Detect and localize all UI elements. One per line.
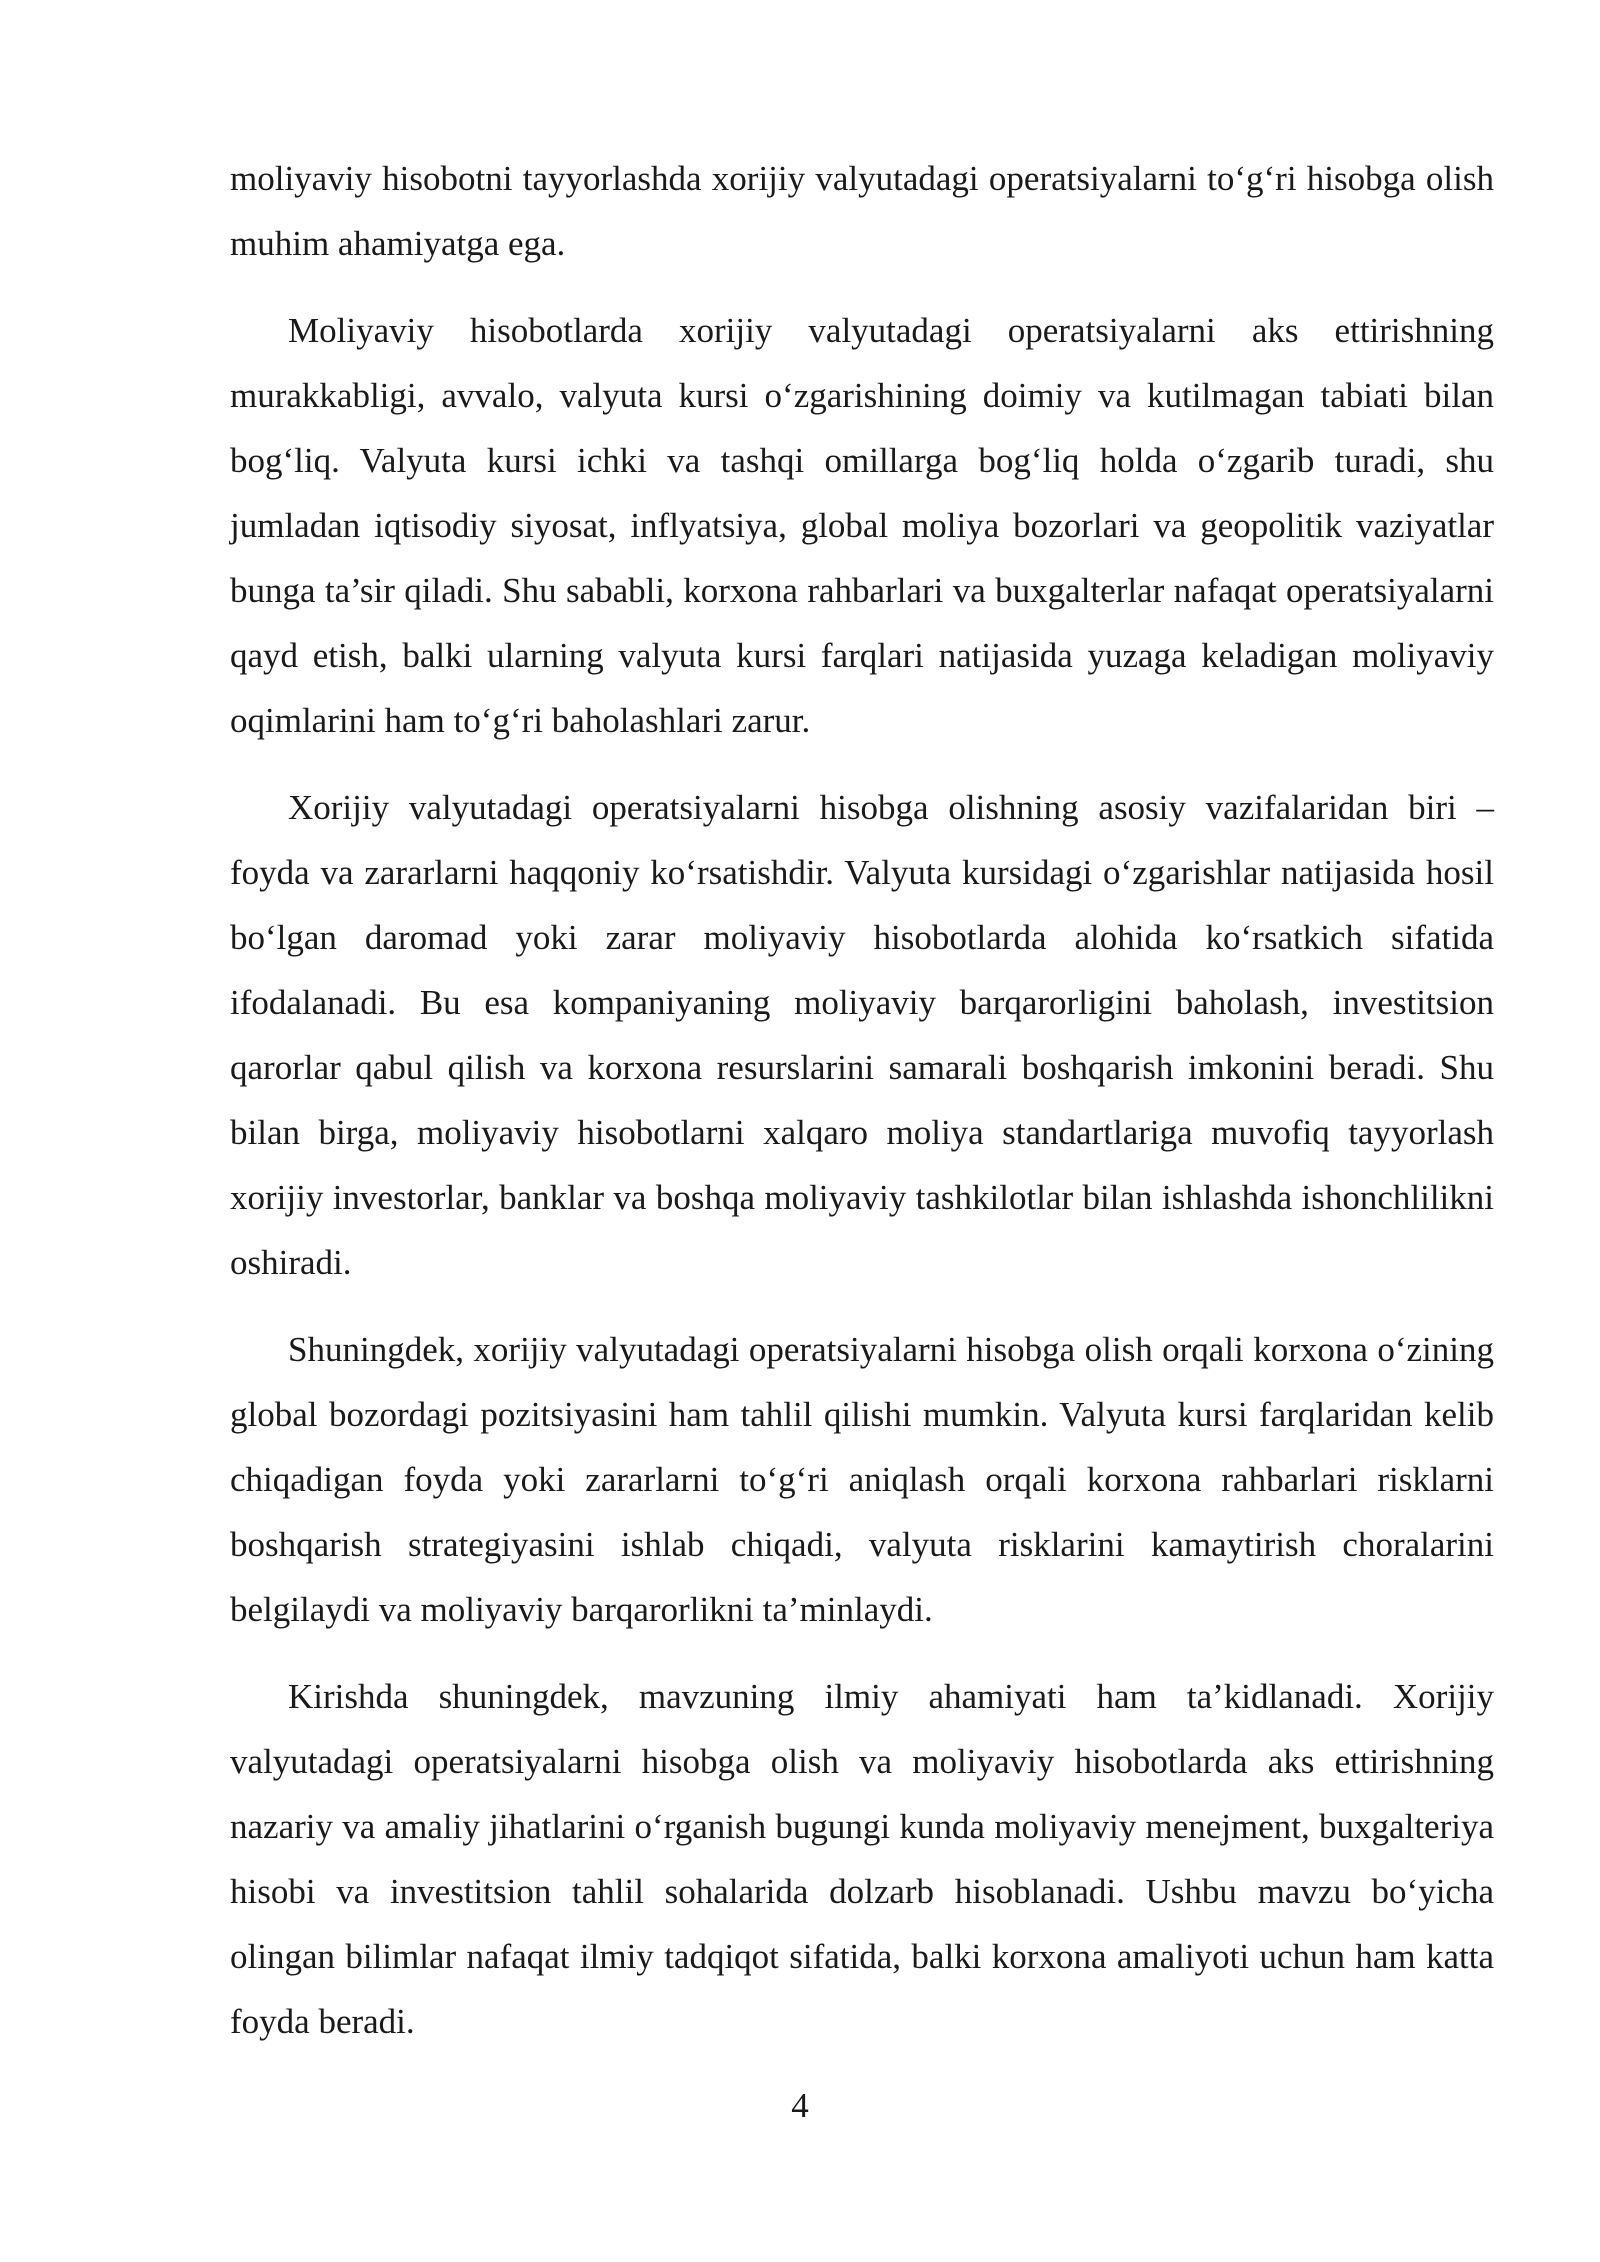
page-number: 4 bbox=[791, 2086, 809, 2125]
body-text bbox=[230, 146, 1494, 2076]
paragraph-complexity: Moliyaviy hisobotlarda xorijiy valyutadagi operatsiyalarni aks ettirishning murakkabligi, avvalo, valyuta kursi o‘zgarishining doimiy va kutilmagan tabiati bilan bog‘liq. Valyuta kursi ichki va tashqi omillarga bog‘liq holda o‘zgarib turadi, shu jumladan iqtisodiy siyosat, inflyatsiya, global moliya bozorlari va geopolitik vaziyatlar bunga ta’sir qiladi. Shu sababli, korxona rahbarlari va buxgalterlar nafaqat operatsiyalarni qayd etish, balki ularning valyuta kursi farqlari natijasida yuzaga keladigan moliyaviy oqimlarini ham to‘g‘ri baholashlari zarur. bbox=[230, 311, 1494, 740]
paragraph-global-position: Shuningdek, xorijiy valyutadagi operatsiyalarni hisobga olish orqali korxona o‘zining global bozordagi pozitsiyasini ham tahlil qilishi mumkin. Valyuta kursi farqlaridan kelib chiqadigan foyda yoki zararlarni to‘g‘ri aniqlash orqali korxona rahbarlari risklarni boshqarish strategiyasini ishlab chiqadi, valyuta risklarini kamaytirish choralarini belgilaydi va moliyaviy barqarorlikni ta’minlaydi. bbox=[230, 1330, 1494, 1629]
paragraph-main-task: Xorijiy valyutadagi operatsiyalarni hisobga olishning asosiy vazifalaridan biri – foyda va zararlarni haqqoniy ko‘rsatishdir. Valyuta kursidagi o‘zgarishlar natijasida hosil bo‘lgan daromad yoki zarar moliyaviy hisobotlarda alohida ko‘rsatkich sifatida ifodalanadi. Bu esa kompaniyaning moliyaviy barqarorligini baholash, investitsion qarorlar qabul qilish va korxona resurslarini samarali boshqarish imkonini beradi. Shu bilan birga, moliyaviy hisobotlarni xalqaro moliya standartlariga muvofiq tayyorlash xorijiy investorlar, banklar va boshqa moliyaviy tashkilotlar bilan ishlashda ishonchlilikni oshiradi. bbox=[230, 788, 1494, 1282]
paragraph-scientific-significance: Kirishda shuningdek, mavzuning ilmiy ahamiyati ham ta’kidlanadi. Xorijiy valyutadagi operatsiyalarni hisobga olish va moliyaviy hisobotlarda aks ettirishning nazariy va amaliy jihatlarini o‘rganish bugungi kunda moliyaviy menejment, buxgalteriya hisobi va investitsion tahlil sohalarida dolzarb hisoblanadi. Ushbu mavzu bo‘yicha olingan bilimlar nafaqat ilmiy tadqiqot sifatida, balki korxona amaliyoti uchun ham katta foyda beradi. bbox=[230, 1677, 1494, 2041]
paragraph-continuation: moliyaviy hisobotni tayyorlashda xorijiy valyutadagi operatsiyalarni to‘g‘ri hisobga olish muhim ahamiyatga ega. bbox=[230, 159, 1494, 263]
